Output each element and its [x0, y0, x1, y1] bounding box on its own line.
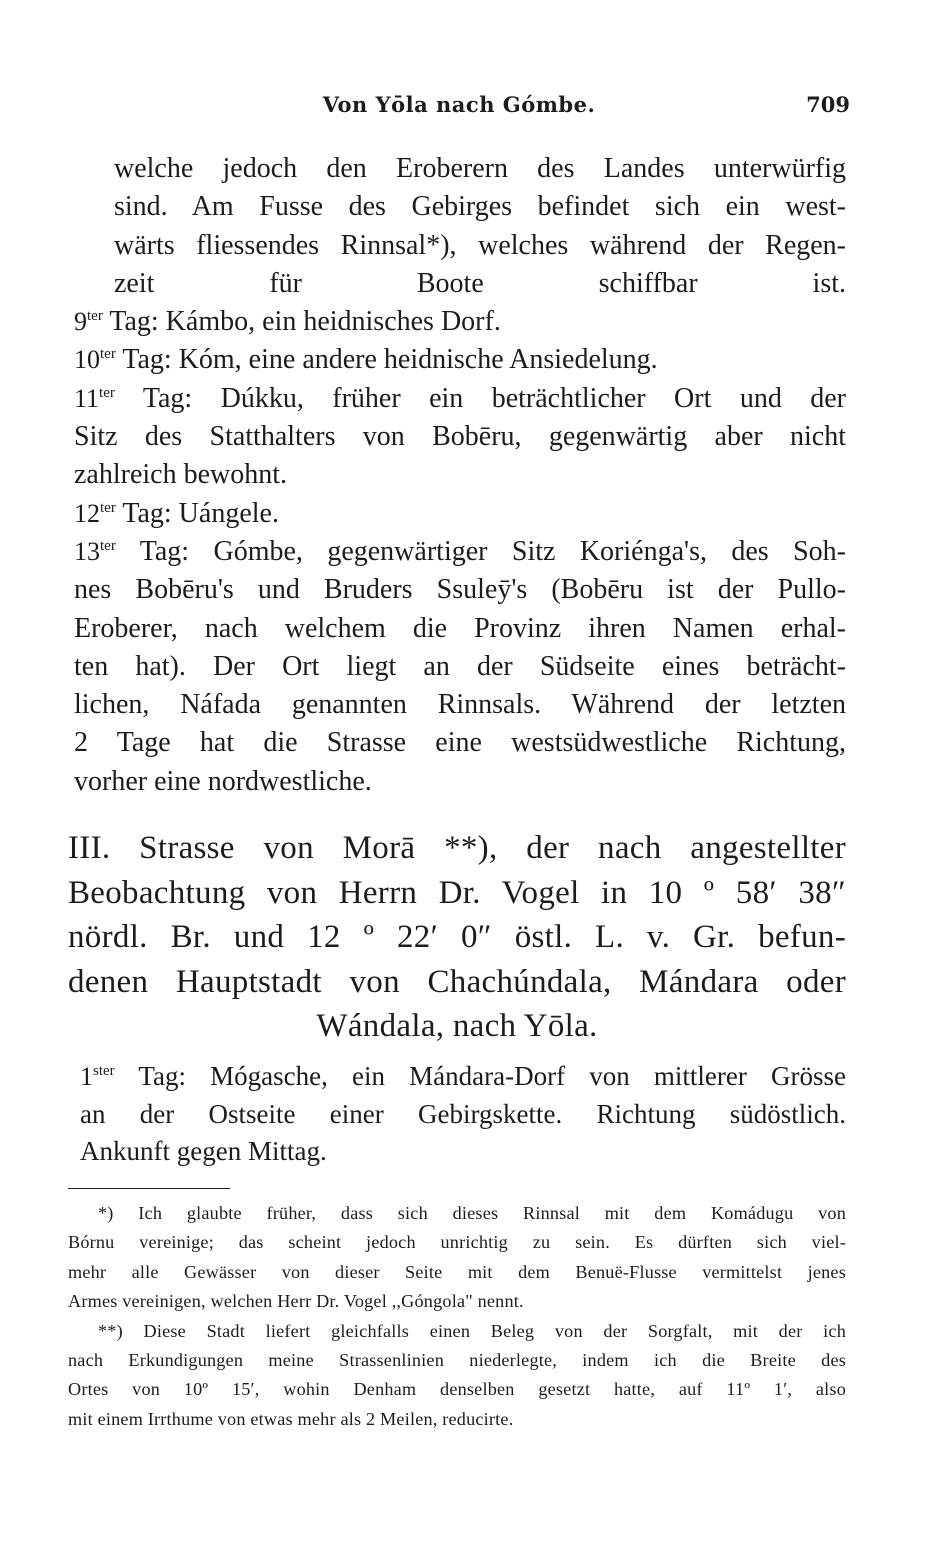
footnote-1: [68, 1199, 846, 1317]
footnote-line: Armes vereinigen, welchen Herr Dr. Vogel ,,Góngola" nennt.: [68, 1291, 524, 1312]
day-number: $1^{ster}$: [80, 1062, 115, 1091]
footnote-2: [68, 1317, 846, 1435]
footnote-line: Ortes von 10º 15′, wohin Denham denselben gesetzt hatte, auf 11º 1′, also: [68, 1379, 846, 1400]
footnote-line: mit einem Irrthume von etwas mehr als 2 Meilen, reducirte.: [68, 1408, 514, 1429]
footnote-line: *) Ich glaubte früher, dass sich dieses Rinnsal mit dem Komádugu von: [98, 1203, 846, 1223]
text-line: ten hat). Der Ort liegt an der Südseite eines beträcht-: [74, 650, 846, 682]
text-line: lichen, Náfada genannten Rinnsals. Während der letzten: [74, 689, 846, 721]
heading-line: III. Strasse von Morā **), der nach angestellter: [68, 830, 846, 866]
text-line: vorher eine nordwestliche.: [74, 765, 372, 797]
text-line: zahlreich bewohnt.: [74, 459, 288, 491]
text-line: 2 Tage hat die Strasse eine westsüdwestliche Richtung,: [74, 727, 846, 759]
footnote-rule: [68, 1188, 230, 1189]
text-line: Sitz des Statthalters von Bobēru, gegenwärtig aber nicht: [74, 421, 846, 453]
day-number: $11^{ter}$: [74, 383, 115, 413]
day-number: $13^{ter}$: [74, 536, 116, 566]
text-line: welche jedoch den Eroberern des Landes unterwürfig: [114, 153, 846, 184]
footnote-line: mehr alle Gewässer von dieser Seite mit dem Benuë-Flusse vermittelst jenes: [68, 1261, 846, 1282]
text-line: nes Bobēru's und Bruders Ssuleӯ's (Bobēru ist der Pullo-: [74, 574, 846, 606]
footnote-line: Bórnu vereinige; das scheint jedoch unrichtig zu sein. Es dürften sich viel-: [68, 1232, 846, 1253]
day-number: $12^{ter}$: [74, 498, 116, 528]
heading-line: denen Hauptstadt von Chachúndala, Mándara oder: [68, 963, 846, 1000]
day-entry-12: [74, 495, 846, 533]
day-entry-11: [74, 380, 846, 495]
day-entry-10: [74, 341, 846, 379]
main-text: [74, 150, 846, 801]
text-line: sind. Am Fusse des Gebirges befindet sich ein west-: [114, 191, 846, 223]
day-entry-1: [80, 1058, 846, 1171]
text-line: an der Ostseite einer Gebirgskette. Richtung südöstlich.: [80, 1098, 846, 1129]
heading-line: Wándala, nach Yōla.: [316, 1008, 598, 1044]
text-line: Tag: Mógasche, ein Mándara-Dorf von mittlerer Grösse: [138, 1061, 846, 1091]
footnotes: [68, 1199, 846, 1434]
footnote-line: nach Erkundigungen meine Strassenlinien niederlegte, indem ich die Breite des: [68, 1350, 846, 1371]
day-entry-9: [74, 303, 846, 341]
text-line: Tag: Kámbo, ein heidnisches Dorf.: [109, 306, 501, 338]
day-entry-13: [74, 533, 846, 801]
text-line: Tag: Kóm, eine andere heidnische Ansiedelung.: [122, 344, 658, 376]
day-number: $10^{ter}$: [74, 345, 116, 375]
text-line: Eroberer, nach welchem die Provinz ihren Namen erhal-: [74, 612, 846, 644]
day-number: $9^{ter}$: [74, 307, 103, 337]
page-number: 709: [806, 92, 850, 117]
section-heading: [68, 826, 846, 1049]
heading-line: Beobachtung von Herrn Dr. Vogel in 10 º 58′ 38″: [68, 874, 846, 911]
text-line: Ankunft gegen Mittag.: [80, 1136, 327, 1166]
text-line: Tag: Dúkku, früher ein beträchtlicher Ort und der: [142, 382, 846, 414]
text-line: Tag: Gómbe, gegenwärtiger Sitz Koriénga's, des Soh-: [139, 535, 846, 567]
continuation-paragraph: [74, 150, 846, 303]
footnote-line: **) Diese Stadt liefert gleichfalls einen Beleg von der Sorgfalt, mit der ich: [98, 1320, 846, 1341]
section-text: [80, 1058, 846, 1171]
running-title: Von Yōla nach Gómbe.: [322, 92, 596, 117]
text-line: wärts fliessendes Rinnsal*), welches während der Regen-: [114, 229, 846, 261]
heading-line: nördl. Br. und 12 º 22′ 0″ östl. L. v. Gr. befun-: [68, 919, 846, 955]
text-line: zeit für Boote schiffbar ist.: [114, 267, 846, 299]
text-line: Tag: Uángele.: [122, 497, 279, 529]
